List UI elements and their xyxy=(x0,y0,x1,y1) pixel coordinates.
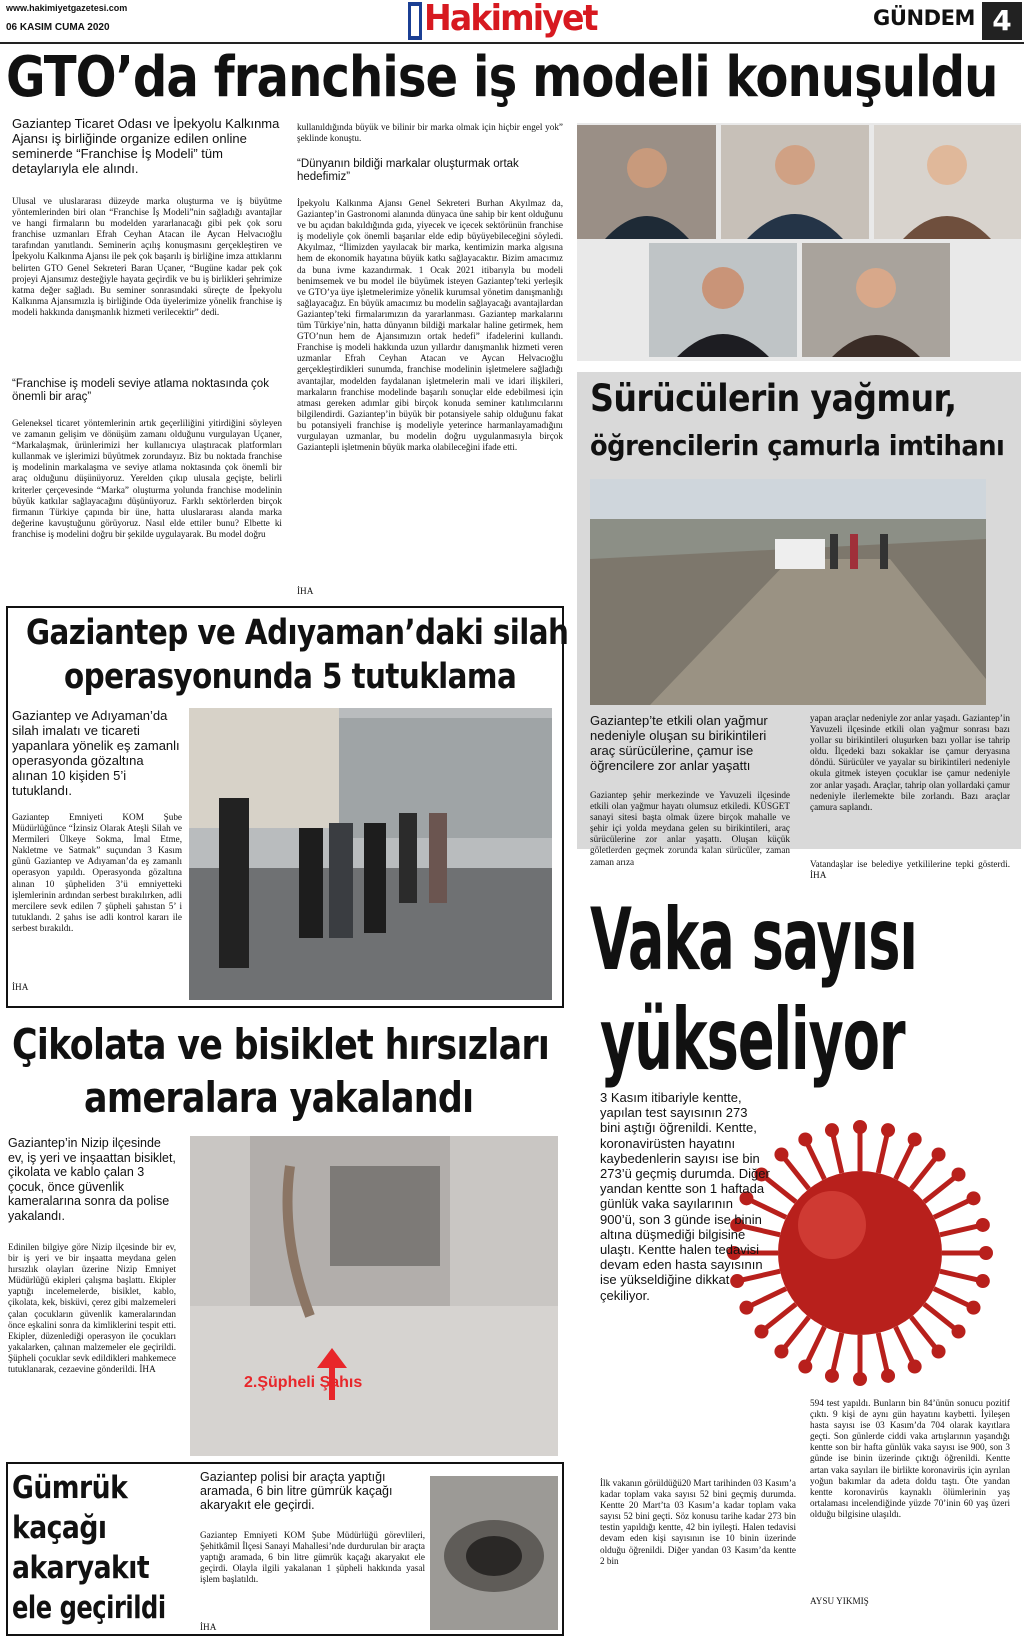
article2-headline-line1: Sürücülerin yağmur, xyxy=(590,377,957,420)
virus-spike-tip xyxy=(952,1325,966,1339)
virus-spike-tip xyxy=(976,1218,990,1232)
header-date: 06 KASIM CUMA 2020 xyxy=(6,22,110,33)
virus-spike-tip xyxy=(908,1360,922,1374)
online-seminer-photo xyxy=(577,123,1021,361)
virus-spike-tip xyxy=(979,1246,993,1260)
article5-lead: Gaziantep polisi bir araçta yaptığı aramada, 6 bin litre gümrük kaçağı akaryakıt ele geçirdi. xyxy=(200,1470,393,1512)
virus-spike-tip xyxy=(908,1132,922,1146)
article6-col2: 594 test yapıldı. Bunların bin 84’ünün sonucu pozitif çıktı. 9 kişi de aynı gün hayatını kaybetti. İyileşen hasta sayısı ise 03 Kasım’da 704 olarak kayıtlara geçti. Son günlerde ciddi vaka artışlarının yaşandığı kentte son bir hafta günlük vaka sayısı ise 900, son 3 günde ise binin üzerinde çıktığı öğrenildi. Kentte artan vaka sayıları ile birlikte koronavirüs için ayrılan yoğun bakımlar da adeta doldu taştı. Öte yandan kentte koronavirüs kaynaklı ölümlerinin yaş ortalaması incelendiğinde yüzde 70’inin 60 yaş üzeri olduğu bilgisine ulaşıldı. xyxy=(810,1398,1010,1519)
article5-headline-line2: kaçağı xyxy=(12,1510,107,1546)
virus-spike-tip xyxy=(825,1369,839,1383)
article4-body: Edinilen bilgiye göre Nizip ilçesinde bir ev, bir iş yeri ve bir inşaatta meydana gelen hırsızlık olayları üzerine Nizip Emniyet Müdürlüğü ekipleri çalışma başlattı. Ekipler yaptığı incelemelerde, bisiklet, kablo, çikolata, kek, bisküvi, çerez gibi malzemeleri çalan çocukların güvenlik kameralarından önce eşkalini sonra da kimliklerini tespit etti. Ekipler, düzenlediği operasyon ile çocukları yakalarken, çalınan malzemeler ele geçirildi. Şüpheli çocuklar sevk edildikleri mahkemece tutuklanarak, cezaevine gönderildi. İHA xyxy=(8,1242,176,1375)
logo-text: Hakimiyet xyxy=(424,0,597,39)
police-operation-photo xyxy=(189,708,552,1000)
virus-spike-tip xyxy=(932,1147,946,1161)
virus-spike-tip xyxy=(754,1325,768,1339)
virus-spike-tip xyxy=(798,1132,812,1146)
page-number-box xyxy=(982,2,1022,40)
article5-headline-line4: ele geçirildi xyxy=(12,1590,166,1626)
article6-col1: İlk vakanın görüldüğü20 Mart tarihinden 03 Kasım’a kadar toplam vaka sayısı 52 bini geçmiş durumda. Kentte 20 Mart’ta 03 Kasım’a kadar toplam vaka sayısı 52 bini geçti. Söz konusu tarihe kadar 273 bin testin yapıldığı kentte, 42 bin iyileşti. Halen tedavisi devam eden kişi sayısının ise 10 binin üzerinde olduğu öğrenildi. Diğer yandan 03 Kasım’da kentte 2 bin xyxy=(600,1478,796,1566)
newspaper-logo xyxy=(408,0,600,42)
virus-spike-tip xyxy=(881,1123,895,1137)
article3-body: Gaziantep Emniyeti KOM Şube Müdürlüğünce “İzinsiz Olarak Ateşli Silah ve Mermileri Ülkeye Sokma, İmal Etme, Nakletme ve Satmak” suçundan 3 Kasım günü Gaziantep ve Adıyaman’da eş zamanlı operasyon yapıldı. Operasyonda gözaltına alınan 10 şüpheliden 3’ü emniyetteki işlemlerinin ardından serbest bırakılırken, adli mercilere sevk edilen 7 şüpheli şahıstan 5’ i tutuklandı. 2 şahıs ise adli kontrol kararı ile serbest bırakıldı. xyxy=(12,812,182,933)
article6-author: AYSU YIKMIŞ xyxy=(810,1596,869,1606)
virus-spike-tip xyxy=(881,1369,895,1383)
article4-headline-line2: ameralara yakalandı xyxy=(84,1073,474,1122)
article2-col1: Gaziantep şehir merkezinde ve Yavuzeli ilçesinde etkili olan yağmur hayatı olumsuz etkiledi. KÜSGET sanayi sitesi başta olmak üzere birçok mahalle ve şehir içi yolda meydana gelen su birikintileri, araç sürücülerine zor anlar yaşattı. Oluşan küçük göletlerden geçmek zorunda kalan sürücüler, zaman zaman arıza xyxy=(590,790,790,867)
virus-spike-tip xyxy=(853,1372,867,1386)
virus-spike-tip xyxy=(774,1345,788,1359)
article2-col2-end: Vatandaşlar ise belediye yetkililerine tepki gösterdi. İHA xyxy=(810,859,1010,881)
article6-headline-line2: yükseliyor xyxy=(600,990,905,1090)
article1-col1-subhead: “Franchise iş modeli seviye atlama noktasında çok önemli bir araç” xyxy=(12,378,269,403)
article3-headline-line2: operasyonunda 5 tutuklama xyxy=(64,657,517,697)
article5-headline-line3: akaryakıt xyxy=(12,1550,150,1586)
header-website[interactable]: www.hakimiyetgazetesi.com xyxy=(6,3,128,13)
article5-headline-line1: Gümrük xyxy=(12,1470,128,1506)
virus-spike-tip xyxy=(825,1123,839,1137)
article4-lead: Gaziantep’in Nizip ilçesinde ev, iş yeri ve inşaattan bisiklet, çikolata ve kablo çalan 3 çocuk, önce güvenlik kameralarına sonra da polise yakalandı. xyxy=(8,1136,176,1223)
virus-spike-tip xyxy=(952,1167,966,1181)
article1-col2-p2: İpekyolu Kalkınma Ajansı Genel Sekreteri Burhan Akyılmaz da, Gaziantep’in Gastronomi alanında dünyaca üne sahip bir kent olduğunu ve bu açıdan bakıldığında gıda, yiyecek ve içecek sektörünün franchise iş modeliyle çok önemli başarılar elde edip büyüyebileceğini söyledi. Akyılmaz, “İlimizden yayılacak bir marka, kentimizin marka algısına hem de ekonomik hayatına büyük katkı sağlayacaktır. Bizim amacımız da buna ivme kazandırmak. 1 Ocak 2021 itibarıyla bu modeli benimsemek ve bu model ile büyümek isteyen Gaziantep’teki yerleşik ve GTO’ya üye işletmelerimize yönelik kurumsal yönetim danışmanlığı sağlayacağız. En büyük amacımız bu modelin sağlayacağı avantajlardan Gaziantep’teki firmalarımızın da yararlanması. Gaziantep markalarını tüm Türkiye’nin, hatta dünyanın bildiği markalar haline getirmek, hem GTO’nun hem de Ajansımızın ortak hedefi” ifadelerini kullandı. Franchise iş modeli hakkında uzun yıllardır danışmanlık hizmeti veren uzmanlar Efrah Ceyhan Atacan ve Aycan Helvacıoğlu gerçekleştirdikleri sunumda, franchise modelinin işletmelere sağladığı avantajlar, modelden faydalanan işletmelerin mali ve idari ilişkileri, markaların franchise modelinde başarılı sonuçlar elde edebilmesi için atması gereken adımlar gibi birçok konuda seminer katılımcılarını bilgilendirdi. Gaziantep’in büyük bir potansiyele sahip olduğunu fakat bu potansiyeli franchise iş modeliyle yeterince harmanlayamadığını vurgulayan uzmanlar, bu modelin doğru uygulanmasıyla birçok Gaziantepli işletmenin büyük marka olabileceğini ifade etti. xyxy=(297,198,563,453)
virus-spike-tip xyxy=(967,1301,981,1315)
photo-caption-suspect: 2.Şüpheli Şahıs xyxy=(244,1374,363,1391)
article1-col1-p1: Ulusal ve uluslararası düzeyde marka oluşturma ve iş büyütme yöntemlerinden biri olan “Franchise İş Modeli”nin sağladığı avantajlar ve hangi firmaların bu modelden yararlanacağı gibi pek çok soru franchise uzmanları Efrah Ceyhan Atacan ile Aycan Helvacıoğlu tarafından yanıtlandı. Seminerin açılış konuşmasını gerçekleştiren ve İpekyolu Kalkınma Ajansı ile pek çok başarılı iş birliğine imza attıklarını belirten GTO Genel Sekreteri Baran Uçaner, “Bugüne kadar pek çok projeyi Ajansımız desteğiyle hayata geçirdik ve bu iş birlikleri şehrimize katma değer sağladı. Bu seminer sonrasındaki süreçte de İpekyolu Kalkınma Ajansımızla iş birliğinde Oda üyelerimize yönelik franchise iş modeli hakkında danışmanlık hizmeti verilecektir” dedi. xyxy=(12,196,282,317)
article1-lead: Gaziantep Ticaret Odası ve İpekyolu Kalkınma Ajansı iş birliğinde organize edilen online seminerde “Franchise İş Modeli” tüm detaylarıyla ele alındı. xyxy=(12,116,280,176)
virus-spike-tip xyxy=(932,1345,946,1359)
article3-headline-line1: Gaziantep ve Adıyaman’daki silah xyxy=(26,613,569,653)
virus-spike-tip xyxy=(853,1120,867,1134)
article6-lead: 3 Kasım itibariyle kentte, yapılan test sayısının 273 bini aştığı öğrenildi. Kentte, koronavirüsten hayatını kaybedenlerin sayısı ise bin 273’ü geçmiş durumda. Diğer yandan kentte son 1 haftada günlük vaka sayılarının 900’ü, son 3 günde ise binin altına düşmediği bilgisine ulaştı. Kentte halen tedavisi devam eden hasta sayısının ise yükseldiğine dikkat çekiliyor. xyxy=(600,1090,770,1303)
virus-spike-tip xyxy=(967,1191,981,1205)
article2-headline-line2: öğrencilerin çamurla imtihanı xyxy=(590,429,1005,462)
article5-source: İHA xyxy=(200,1622,217,1632)
article1-source: İHA xyxy=(297,586,314,596)
article1-headline: GTO’da franchise iş modeli konuşuldu xyxy=(6,45,998,110)
article3-lead: Gaziantep ve Adıyaman’da silah imalatı ve ticareti yapanlara yönelik eş zamanlı operasyonda gözaltına alınan 10 kişiden 5’i tutuklandı. xyxy=(12,708,180,798)
page-number: 4 xyxy=(992,4,1012,37)
virus-body xyxy=(778,1171,942,1335)
muddy-road-photo xyxy=(590,479,986,705)
virus-spike-tip xyxy=(774,1147,788,1161)
article2-col2: yapan araçlar nedeniyle zor anlar yaşadı. Gaziantep’in Yavuzeli ilçesinde etkili olan yağmur sonrası bazı yollar su birikintileri oluşurken bazı yollar ise tahrip oldu. İlçedeki bazı sokaklar ise çamur deryasına döndü. Sürücüler ve yayalar su birikintileri nedeniyle okula gitmek isteyen çocuklar ise çamur nedeniyle zor anlar yaşadı. Araçlar, tahrip olan yollardaki çamur nedeniyle ilerlemekte bile zorlandı. Bazı araçlar çamura saplandı. xyxy=(810,713,1010,812)
article4-headline-line1: Çikolata ve bisiklet hırsızları xyxy=(12,1020,550,1069)
virus-spike-tip xyxy=(798,1360,812,1374)
fuel-tank-photo xyxy=(430,1476,558,1630)
article1-col2-p1: kullanıldığında büyük ve bilinir bir marka olmak için hiçbir engel yok” şeklinde konuştu. xyxy=(297,122,563,144)
article1-col2-subhead: “Dünyanın bildiği markalar oluşturmak ortak hedefimiz” xyxy=(297,158,519,183)
article3-source: İHA xyxy=(12,982,29,992)
article2-lead: Gaziantep’te etkili olan yağmur nedeniyle oluşan su birikintileri araç sürücülerine, çamur ise öğrencilere zor anlar yaşattı xyxy=(590,713,768,773)
section-label: GÜNDEM xyxy=(873,6,976,30)
article6-headline-line1: Vaka sayısı xyxy=(590,890,917,990)
article1-col1-p2: Geleneksel ticaret yöntemlerinin artık geçerliliğini yitirdiğini söyleyen ve zamanın gelişim ve dönüşüm zamanı olduğunu vurgulayan Uçaner, “Markalaşmak, ürünlerimizi her kullanıcıya ulaştıracak platformları kullanmak ve işlerimizi büyütmek zorundayız. Biz bu noktada franchise iş modelinin markalaşma ve seviye atlama noktasında çok önemli bir araç olduğunu düşünüyoruz. Yerelden çıkıp ulusala geçişte, belirli kriterler çerçevesinde “Marka” oluşturma yolunda franchise modelinin büyük katkılar sağlayacağını düşünüyoruz. Farklı sektörlerden birçok firmanın Türkiye çapında bir üne, hatta uluslararası alanda marka değerine kavuştuğunu görüyoruz. Nasıl elde ettiler bunu? Elbette ki franchise iş modelini doğru bir şekilde uygulayarak. Bu model doğru xyxy=(12,418,282,539)
virus-highlight xyxy=(798,1191,866,1259)
header-rule xyxy=(0,42,1024,44)
security-camera-photo xyxy=(190,1136,558,1456)
article5-body: Gaziantep Emniyeti KOM Şube Müdürlüğü görevlileri, Şehitkâmil İlçesi Sanayi Mahallesi’nde durdurulan bir araçta yaptığı aramada, 6 bin litre gümrük kaçağı akaryakıt ele geçirdi. Olayla ilgili yakalanan 1 şüpheli hakkında yasal işlem başlatıldı. xyxy=(200,1530,425,1585)
virus-spike-tip xyxy=(976,1274,990,1288)
